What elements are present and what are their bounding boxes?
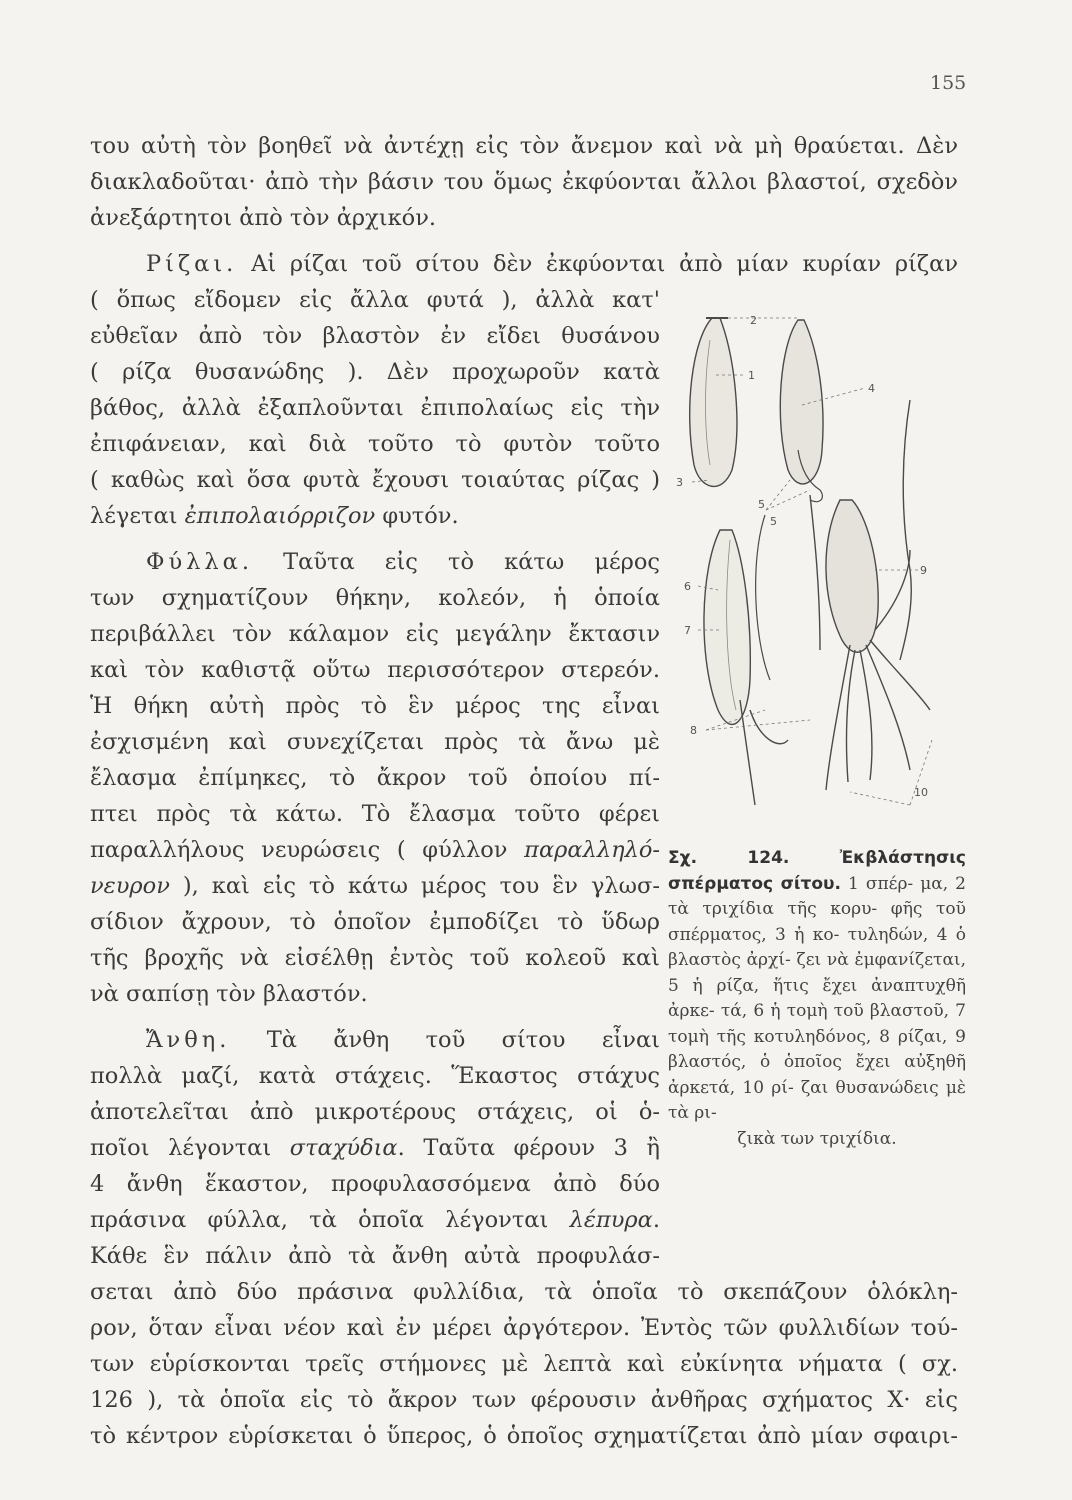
text-line: [146, 544, 660, 580]
figure-seed-germination-illustration: [670, 300, 965, 815]
caption-line: ζικὰ των τριχίδια.: [737, 1128, 897, 1149]
text-line: καὶ τὸν καθιστᾷ οὕτω περισσότερον στερεόν.: [90, 657, 660, 683]
caption-line: φῆς τοῦ σπέρματος, 3 ἡ κο-: [668, 899, 966, 945]
text-fragment: φυτόν.: [375, 503, 459, 529]
text-fragment: Τὰ ἄνθη τοῦ σίτου εἶναι: [266, 1027, 661, 1053]
caption-line: τυληδών, 4 ὁ βλαστὸς ἀρχί-: [668, 924, 966, 970]
text-fragment: ποῖοι λέγονται: [90, 1135, 290, 1161]
text-line: περιβάλλει τὸν κάλαμον εἰς μεγάλην ἔκτασιν: [90, 621, 660, 647]
text-line: [90, 832, 660, 868]
caption-title: Σχ. 124. Ἐκβλάστησις σπέρματος σίτου.: [668, 848, 966, 894]
caption-line: ἔχει αὐξηθῆ ἀρκετά, 10 ρί-: [668, 1052, 967, 1098]
figure-label: 2: [750, 314, 757, 327]
text-line: ( ὅπως εἴδομεν εἰς ἄλλα φυτά ), ἀλλὰ κατ': [90, 287, 660, 313]
text-fragment: Ταῦτα εἰς τὸ κάτω μέρος: [283, 549, 660, 575]
sprout-line: [900, 400, 911, 660]
text-line: 4 ἄνθη ἕκαστον, προφυλασσόμενα ἀπὸ δύο: [90, 1171, 660, 1197]
text-fragment: πράσινα φύλλα, τὰ ὁποῖα λέγονται: [90, 1207, 570, 1233]
text-line: τῆς βροχῆς νὰ εἰσέλθῃ ἐντὸς τοῦ κολεοῦ καὶ: [90, 945, 660, 971]
figure-label: 1: [748, 369, 755, 382]
section-heading-roots: Ρίζαι.: [146, 251, 238, 277]
text-line: [90, 1130, 660, 1166]
text-line: των σχηματίζουν θήκην, κολεόν, ἡ ὁποία: [90, 585, 660, 611]
text-line: ( καθὼς καὶ ὅσα φυτὰ ἔχουσι τοιαύτας ρίζας ): [90, 467, 660, 493]
text-line: τὸ κέντρον εὑρίσκεται ὁ ὕπερος, ὁ ὁποῖος σχηματίζεται ἀπὸ μίαν σφαιρι-: [90, 1423, 958, 1449]
figure-label: 5: [758, 498, 765, 511]
text-line: νὰ σαπίσῃ τὸν βλαστόν.: [90, 981, 368, 1007]
text-line: ἐπιφάνειαν, καὶ διὰ τοῦτο τὸ φυτὸν τοῦτο: [90, 431, 660, 457]
text-fragment: παραλλήλους νευρώσεις ( φύλλον: [90, 837, 525, 863]
text-fragment: λέγεται: [90, 503, 185, 529]
text-line: διακλαδοῦται· ἀπὸ τὴν βάσιν του ὅμως ἐκφύονται ἄλλοι βλαστοί, σχεδὸν: [90, 169, 958, 195]
caption-line: ρίζαι, 9 βλαστός, ὁ ὁποῖος: [668, 1026, 966, 1072]
seed-outline: [690, 318, 737, 486]
root-line: [860, 650, 872, 780]
text-line: πτει πρὸς τὰ κάτω. Τὸ ἔλασμα τοῦτο φέρει: [90, 801, 660, 827]
caption-line: ζει νὰ ἐμφανίζεται, 5 ἡ ρίζα,: [668, 950, 966, 996]
figure-label: 9: [920, 564, 927, 577]
text-line: [90, 868, 660, 904]
caption-line: τά, 6 ἡ τομὴ τοῦ βλαστοῦ,: [720, 1001, 949, 1021]
text-line: του αὐτὴ τὸν βοηθεῖ νὰ ἀντέχῃ εἰς τὸν ἄνεμον καὶ νὰ μὴ θραύεται. Δὲν: [90, 133, 958, 159]
caption-line: μα, 2 τὰ τριχίδια τῆς κορυ-: [668, 873, 966, 919]
figure-label: 3: [676, 476, 683, 489]
root-line: [810, 495, 820, 650]
figure-label: 6: [684, 580, 691, 593]
text-line: Κάθε ἓν πάλιν ἀπὸ τὰ ἄνθη αὐτὰ προφυλάσ-: [90, 1243, 660, 1269]
text-line: Ἡ θήκη αὐτὴ πρὸς τὸ ἓν μέρος της εἶναι: [90, 693, 660, 719]
text-line: σίδιον ἄχρουν, τὸ ὁποῖον ἐμποδίζει τὸ ὕδωρ: [90, 909, 660, 935]
text-fragment: .: [652, 1207, 660, 1233]
page-number: 155: [930, 72, 967, 94]
caption-line: ζαι θυσανώδεις μὲ τὰ ρι-: [668, 1077, 967, 1123]
figure-caption: [668, 846, 966, 1152]
text-fragment: Αἱ ρίζαι τοῦ σίτου δὲν ἐκφύονται ἀπὸ μίαν κυρίαν ρίζαν: [251, 251, 958, 277]
text-line: [146, 246, 958, 282]
text-line: σεται ἀπὸ δύο πράσινα φυλλίδια, τὰ ὁποῖα τὸ σκεπάζουν ὁλόκλη-: [90, 1279, 958, 1305]
text-line: πολλὰ μαζί, κατὰ στάχεις. Ἕκαστος στάχυς: [90, 1063, 660, 1089]
caption-line: 1 σπέρ-: [848, 873, 914, 894]
text-line: ἀποτελεῖται ἀπὸ μικροτέρους στάχεις, οἱ ὁ-: [90, 1099, 660, 1125]
term-italic: λέπυρα: [569, 1207, 653, 1233]
section-heading-leaves: Φύλλα.: [146, 549, 253, 575]
term-italic: ἐπιπολαιόρριζον: [184, 503, 376, 529]
seed-outline: [826, 500, 878, 652]
text-line: ἐσχισμένη καὶ συνεχίζεται πρὸς τὰ ἄνω μὲ: [90, 729, 660, 755]
text-line: ( ρίζα θυσανώδης ). Δὲν προχωροῦν κατὰ: [90, 359, 660, 385]
figure-label: 7: [684, 624, 691, 637]
caption-line: ἥτις ἔχει ἀναπτυχθῆ ἀρκε-: [668, 975, 966, 1021]
text-line: εὐθεῖαν ἀπὸ τὸν βλαστὸν ἐν εἴδει θυσάνου: [90, 323, 660, 349]
figure-label: 5: [770, 515, 777, 528]
term-italic: νευρον: [90, 873, 170, 899]
text-line: ἔλασμα ἐπίμηκες, τὸ ἄκρον τοῦ ὁποίου πί-: [90, 765, 660, 791]
seed-outline: [780, 320, 823, 484]
text-line: των εὑρίσκονται τρεῖς στήμονες μὲ λεπτὰ καὶ εὐκίνητα νήματα ( σχ.: [90, 1351, 958, 1377]
section-heading-flowers: Ἄνθη.: [146, 1027, 231, 1053]
text-line: [90, 1202, 660, 1238]
term-italic: παραλληλό-: [524, 837, 660, 863]
figure-label: 10: [914, 786, 928, 799]
caption-line: 7 τομὴ τῆς κοτυληδόνος, 8: [668, 1001, 966, 1047]
text-fragment: . Ταῦτα φέρουν 3 ἢ: [397, 1135, 660, 1161]
text-line: βάθος, ἀλλὰ ἐξαπλοῦνται ἐπιπολαίως εἰς τὴν: [90, 395, 660, 421]
text-line: 126 ), τὰ ὁποῖα εἰς τὸ ἄκρον των φέρουσιν ἀνθῆρας σχήματος X· εἰς: [90, 1387, 958, 1413]
root-line: [846, 650, 855, 782]
text-line: ἀνεξάρτητοι ἀπὸ τὸν ἀρχικόν.: [90, 205, 437, 231]
text-line: ρον, ὅταν εἶναι νέον καὶ ἐν μέρει ἀργότερον. Ἐντὸς τῶν φυλλιδίων τού-: [90, 1315, 958, 1341]
text-line: [146, 1022, 660, 1058]
figure-label: 4: [868, 382, 875, 395]
term-italic: σταχύδια: [289, 1135, 398, 1161]
text-line: [90, 498, 660, 534]
text-fragment: ), καὶ εἰς τὸ κάτω μέρος του ἓν γλωσ-: [169, 873, 660, 899]
figure-label: 8: [690, 724, 697, 737]
